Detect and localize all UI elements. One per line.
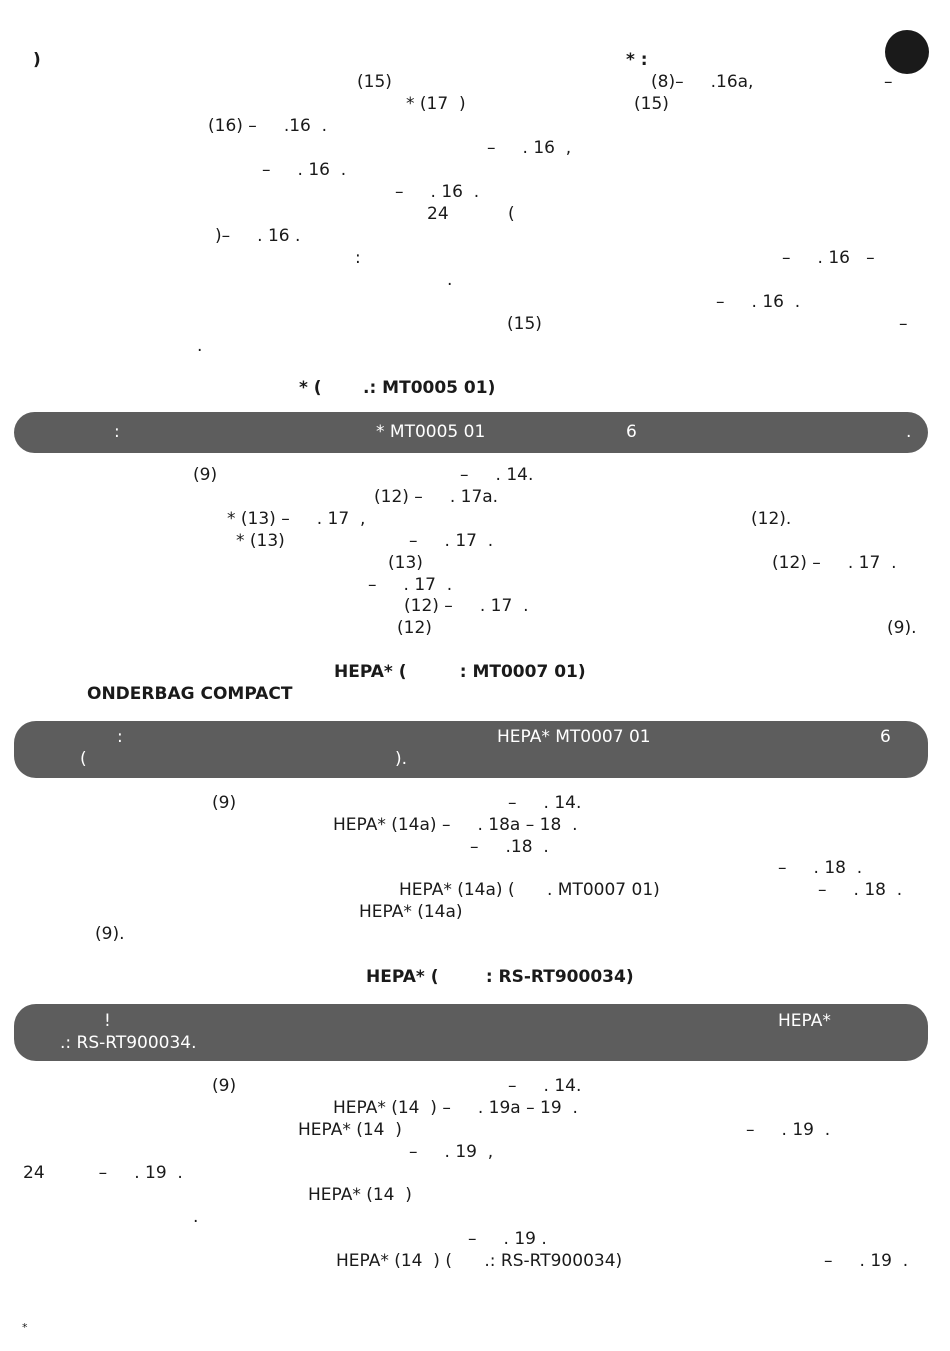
text-line: (12): [397, 618, 432, 638]
section-heading: * ( .: MT0005 01): [299, 378, 496, 398]
text-line: (9).: [887, 618, 917, 638]
text-line: HEPA* (14 ): [308, 1185, 412, 1205]
text-line: ): [33, 50, 41, 70]
text-line: HEPA* (14a) ( . MT0007 01): [399, 880, 660, 900]
text-line: (15): [357, 72, 392, 92]
text-line: :: [355, 248, 361, 268]
page-marker-dot: [885, 30, 929, 74]
text-line: –: [884, 72, 893, 92]
text-line: (9): [193, 465, 218, 485]
text-line: 24 – . 19 .: [23, 1163, 183, 1183]
note-text: .: RS-RT900034.: [60, 1033, 197, 1053]
text-line: (12) – . 17 .: [404, 596, 529, 616]
note-text: (: [80, 749, 87, 769]
note-box: [14, 412, 928, 453]
text-line: – .18 .: [470, 837, 549, 857]
text-line: (16) – .16 .: [208, 116, 328, 136]
text-line: (12) – . 17 .: [772, 553, 897, 573]
text-line: – . 16 ,: [487, 138, 572, 158]
text-line: – . 14.: [508, 793, 582, 813]
text-line: (12).: [751, 509, 792, 529]
note-box: [14, 1004, 928, 1061]
text-line: (15): [507, 314, 542, 334]
text-line: – . 16 –: [782, 248, 875, 268]
text-line: – . 16 .: [716, 292, 801, 312]
text-line: HEPA* (14 ) – . 19a – 19 .: [333, 1098, 578, 1118]
text-line: .: [197, 336, 203, 356]
note-box: [14, 721, 928, 778]
text-line: (12) – . 17a.: [374, 487, 499, 507]
note-text: :: [117, 727, 123, 747]
text-line: – . 19 .: [824, 1251, 909, 1271]
text-line: HEPA* (14 ): [298, 1120, 402, 1140]
text-line: – . 19 ,: [409, 1142, 494, 1162]
text-line: * :: [626, 50, 648, 70]
text-line: (9): [212, 793, 237, 813]
note-text: :: [114, 422, 120, 442]
note-text: ).: [395, 749, 408, 769]
note-text: HEPA*: [778, 1011, 831, 1031]
text-line: – . 18 .: [778, 858, 863, 878]
text-line: (13): [388, 553, 423, 573]
section-heading: HEPA* ( : RS-RT900034): [366, 967, 634, 987]
section-heading: HEPA* ( : MT0007 01): [334, 662, 586, 682]
text-line: HEPA* (14a) – . 18a – 18 .: [333, 815, 578, 835]
note-text: .: [906, 422, 912, 442]
text-line: – . 14.: [508, 1076, 582, 1096]
text-line: – . 17 .: [368, 575, 453, 595]
section-subheading: ONDERBAG COMPACT: [87, 684, 293, 704]
text-line: – . 16 .: [395, 182, 480, 202]
note-text: 6: [880, 727, 891, 747]
text-line: 24: [427, 204, 449, 224]
text-line: (9).: [95, 924, 125, 944]
note-text: 6: [626, 422, 637, 442]
note-text: HEPA* MT0007 01: [497, 727, 651, 747]
text-line: .: [447, 270, 453, 290]
text-line: (15): [634, 94, 669, 114]
note-text: * MT0005 01: [376, 422, 486, 442]
text-line: –: [899, 314, 908, 334]
text-line: * (13): [236, 531, 285, 551]
text-line: * (13) – . 17 ,: [227, 509, 366, 529]
text-line: )– . 16 .: [215, 226, 301, 246]
text-line: – . 17 .: [409, 531, 494, 551]
text-line: .: [193, 1207, 199, 1227]
text-line: – . 18 .: [818, 880, 903, 900]
text-line: (8)– .16a,: [651, 72, 754, 92]
text-line: – . 16 .: [262, 160, 347, 180]
text-line: – . 14.: [460, 465, 534, 485]
text-line: – . 19 .: [468, 1229, 547, 1249]
footnote-marker: *: [22, 1321, 28, 1334]
text-line: HEPA* (14 ) ( .: RS-RT900034): [336, 1251, 623, 1271]
text-line: (9): [212, 1076, 237, 1096]
text-line: * (17 ): [406, 94, 466, 114]
text-line: (: [508, 204, 515, 224]
text-line: HEPA* (14a): [359, 902, 463, 922]
note-text: !: [104, 1011, 111, 1031]
text-line: – . 19 .: [746, 1120, 831, 1140]
